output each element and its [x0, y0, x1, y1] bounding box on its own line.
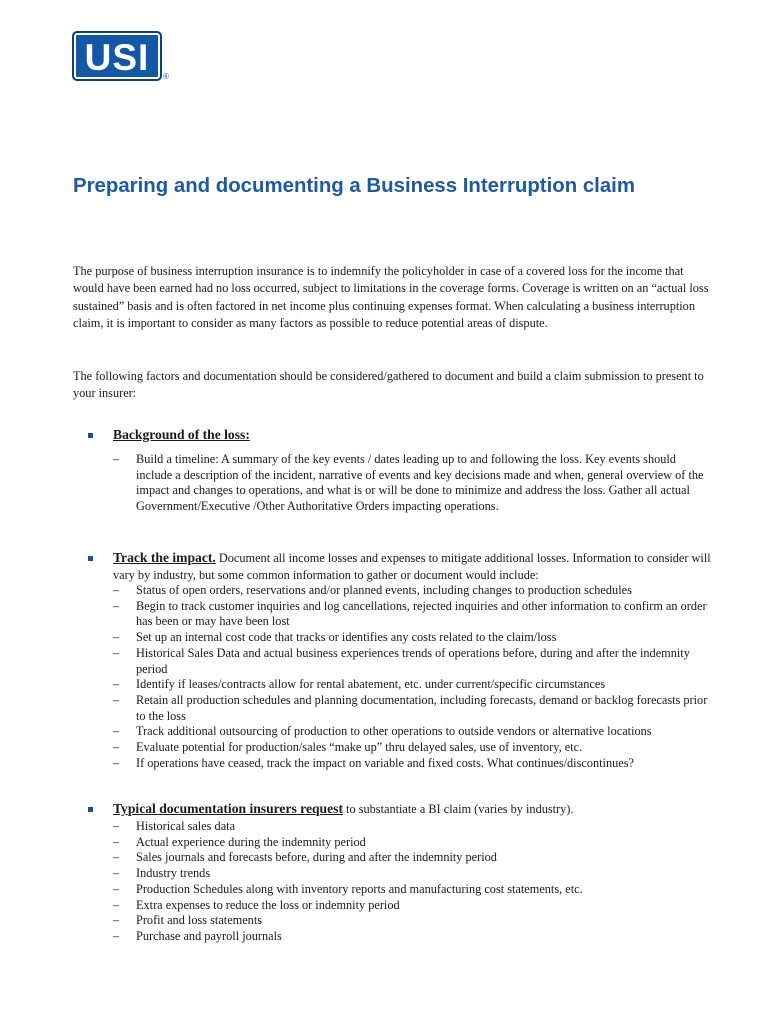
dash-bullet-icon: – — [113, 755, 120, 770]
section-items — [113, 819, 713, 945]
list-item — [113, 835, 713, 851]
section-items — [113, 583, 713, 771]
dash-bullet-icon: – — [113, 692, 120, 707]
list-item — [113, 929, 713, 945]
list-item-text: If operations have ceased, track the impact on variable and fixed costs. What continues/discontinues? — [136, 755, 634, 770]
dash-bullet-icon: – — [113, 913, 120, 928]
intro-paragraph: The purpose of business interruption insurance is to indemnify the policyholder in case of a covered loss for the income that would have been earned had no loss occurred, subject to limitations in the coverage forms. Coverage is written on an “actual loss sustained” basis and is often factored in net income plus continuing expenses format. When calculating a business interruption claim, it is important to consider as many factors as possible to reduce potential areas of dispute. — [73, 264, 709, 330]
dash-bullet-icon: – — [113, 819, 120, 833]
list-item — [113, 882, 713, 898]
square-bullet-icon — [88, 556, 93, 561]
list-item-text: Actual experience during the indemnity period — [136, 834, 366, 849]
list-item-text: Track additional outsourcing of production to other operations to outside vendors or alternative locations — [136, 724, 652, 739]
section-heading: Track the impact. — [113, 550, 216, 565]
square-bullet-icon — [88, 433, 93, 438]
list-item — [113, 630, 713, 646]
registered-mark: ® — [163, 72, 169, 81]
dash-bullet-icon: – — [113, 897, 120, 912]
dash-bullet-icon: – — [113, 452, 120, 466]
section-documentation — [88, 801, 716, 818]
section-items — [113, 452, 713, 515]
list-item-text: Set up an internal cost code that tracks or identifies any costs related to the claim/loss — [136, 630, 557, 645]
dash-bullet-icon: – — [113, 834, 120, 849]
section-track-impact — [88, 550, 716, 583]
logo-badge — [72, 31, 162, 81]
list-item — [113, 583, 713, 599]
list-item — [113, 693, 713, 724]
list-item-text: Production Schedules along with inventory reports and manufacturing cost statements, etc. — [136, 881, 583, 896]
list-item — [113, 913, 713, 929]
dash-bullet-icon: – — [113, 928, 120, 943]
page-title: Preparing and documenting a Business Interruption claim — [73, 175, 635, 197]
list-item — [113, 646, 713, 677]
list-item-text: Extra expenses to reduce the loss or indemnity period — [136, 897, 400, 912]
square-bullet-icon — [88, 807, 93, 812]
usi-logo — [72, 31, 169, 81]
list-item-text: Historical sales data — [136, 819, 236, 833]
lead-paragraph: The following factors and documentation should be considered/gathered to document and build a claim submission to present to your insurer: — [73, 369, 704, 401]
list-item — [113, 850, 713, 866]
section-body: to substantiate a BI claim (varies by industry). — [342, 802, 574, 816]
list-item — [113, 452, 713, 515]
list-item — [113, 898, 713, 914]
list-item-text: Evaluate potential for production/sales “make up” thru delayed sales, use of inventory, etc. — [136, 740, 583, 755]
section-heading: Typical documentation insurers request — [113, 801, 343, 816]
section-body: Document all income losses and expenses to mitigate additional losses. Information to consider will vary by industry, but some common information to gather or document would include: — [113, 551, 711, 582]
list-item-text: Begin to track customer inquiries and log cancellations, rejected inquiries and other information to confirm an order has been or may have been lost — [136, 598, 707, 629]
section-heading: Background of the loss: — [113, 427, 250, 442]
list-item — [113, 677, 713, 693]
section-heading-line — [113, 427, 716, 444]
dash-bullet-icon: – — [113, 740, 120, 755]
dash-bullet-icon: – — [113, 866, 120, 881]
list-item-text: Industry trends — [136, 866, 211, 881]
list-item-text: Profit and loss statements — [136, 913, 263, 928]
dash-bullet-icon: – — [113, 645, 120, 660]
list-item — [113, 599, 713, 630]
dash-bullet-icon: – — [113, 677, 120, 692]
list-item — [113, 756, 713, 772]
list-item-text: Retain all production schedules and planning documentation, including forecasts, demand or backlog forecasts prior to the loss — [136, 692, 708, 723]
dash-bullet-icon: – — [113, 630, 120, 645]
dash-bullet-icon: – — [113, 881, 120, 896]
list-item — [113, 819, 713, 835]
list-item-text: Sales journals and forecasts before, during and after the indemnity period — [136, 850, 497, 865]
section-heading-line — [113, 550, 716, 583]
section-heading-line — [113, 801, 716, 818]
dash-bullet-icon: – — [113, 598, 120, 613]
list-item-text: Build a timeline: A summary of the key events / dates leading up to and following the loss. Key events should include a description of the incident, narrative of events and key decisions made and when, general overview of the impact and changes to operations, and what is or will be done to minimize and address the loss. Gather all actual Government/Executive /Other Authoritative Orders impacting operations. — [136, 452, 704, 514]
dash-bullet-icon: – — [113, 724, 120, 739]
section-background — [88, 427, 716, 444]
list-item — [113, 724, 713, 740]
list-item — [113, 740, 713, 756]
list-item-text: Purchase and payroll journals — [136, 928, 282, 943]
list-item-text: Status of open orders, reservations and/or planned events, including changes to production schedules — [136, 583, 632, 597]
list-item-text: Historical Sales Data and actual business experiences trends of operations before, during and after the indemnity period — [136, 645, 690, 676]
dash-bullet-icon: – — [113, 850, 120, 865]
dash-bullet-icon: – — [113, 583, 120, 597]
list-item-text: Identify if leases/contracts allow for rental abatement, etc. under current/specific circumstances — [136, 677, 606, 692]
list-item — [113, 866, 713, 882]
logo-text: USI — [84, 36, 150, 78]
